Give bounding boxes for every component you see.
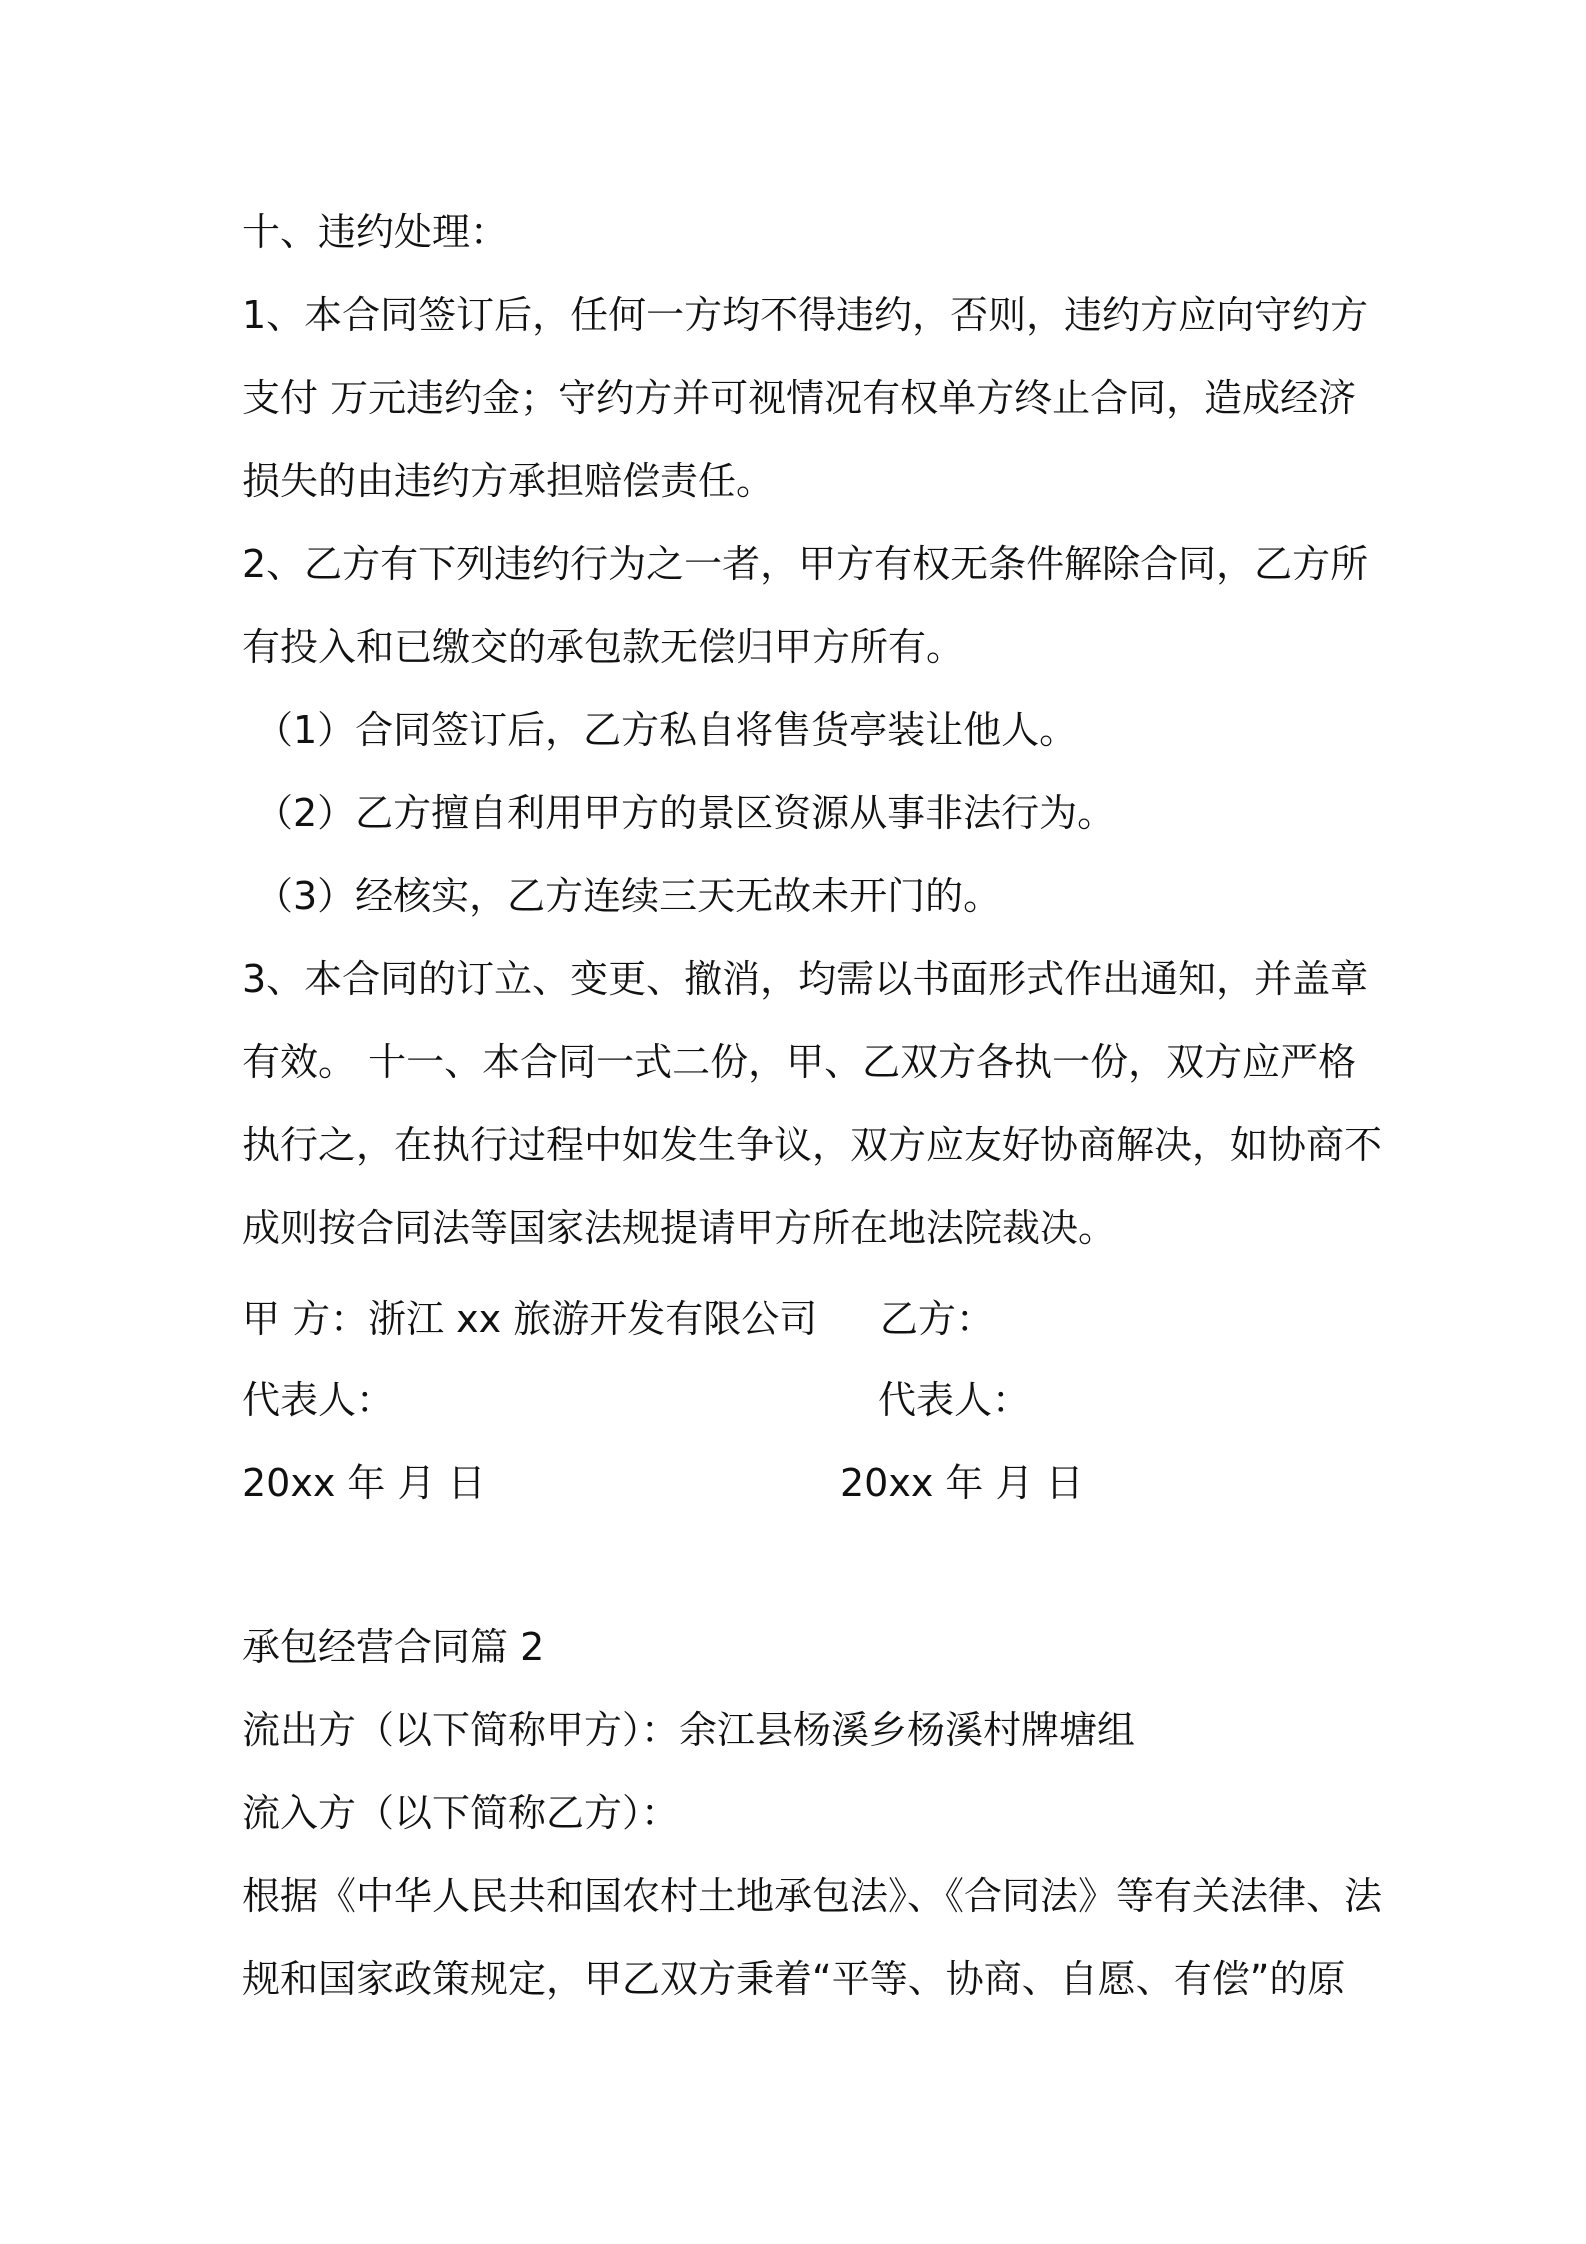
clause-2-line-2: 有投入和已缴交的承包款无偿归甲方所有。: [242, 625, 965, 669]
clause-1-line-1: 1、本合同签订后，任何一方均不得违约，否则，违约方应向守约方: [242, 293, 1369, 337]
clause-1-line-3: 损失的由违约方承担赔偿责任。: [242, 459, 775, 503]
clause-2-line-1: 2、乙方有下列违约行为之一者，甲方有权无条件解除合同，乙方所: [242, 542, 1369, 586]
clause-3-line-2: 有效。 十一、本合同一式二份，甲、乙双方各执一份，双方应严格: [242, 1040, 1357, 1084]
clause-3-line-3: 执行之，在执行过程中如发生争议，双方应友好协商解决，如协商不: [242, 1123, 1383, 1167]
clause-2-item-2: （2）乙方擅自利用甲方的景区资源从事非法行为。: [255, 791, 1116, 835]
clause-3-line-1: 3、本合同的订立、变更、撤消，均需以书面形式作出通知，并盖章: [242, 957, 1369, 1001]
clause-2-item-1: （1）合同签订后，乙方私自将售货亭装让他人。: [255, 708, 1078, 752]
signature-date-b: 20xx 年 月 日: [840, 1461, 1084, 1505]
signature-party-b: 乙方：: [880, 1297, 995, 1341]
part-2-basis-line-2: 规和国家政策规定，甲乙双方秉着“平等、协商、自愿、有偿”的原: [242, 1957, 1346, 2001]
clause-1-line-2: 支付 万元违约金；守约方并可视情况有权单方终止合同，造成经济: [242, 376, 1357, 420]
signature-party-a: 甲 方：浙江 xx 旅游开发有限公司: [242, 1297, 818, 1341]
part-2-outflow-party: 流出方（以下简称甲方）：余江县杨溪乡杨溪村牌塘组: [242, 1708, 1136, 1752]
signature-rep-a: 代表人：: [242, 1378, 395, 1422]
clause-3-line-4: 成则按合同法等国家法规提请甲方所在地法院裁决。: [242, 1206, 1117, 1250]
part-2-title: 承包经营合同篇 2: [242, 1625, 545, 1669]
part-2-basis-line-1: 根据《中华人民共和国农村土地承包法》、《合同法》等有关法律、法: [242, 1874, 1383, 1918]
section-10-heading: 十、违约处理：: [242, 210, 509, 254]
clause-2-item-3: （3）经核实，乙方连续三天无故未开门的。: [255, 874, 1002, 918]
signature-rep-b: 代表人：: [878, 1378, 1031, 1422]
part-2-inflow-party: 流入方（以下简称乙方）：: [242, 1791, 680, 1835]
signature-date-a: 20xx 年 月 日: [242, 1461, 486, 1505]
